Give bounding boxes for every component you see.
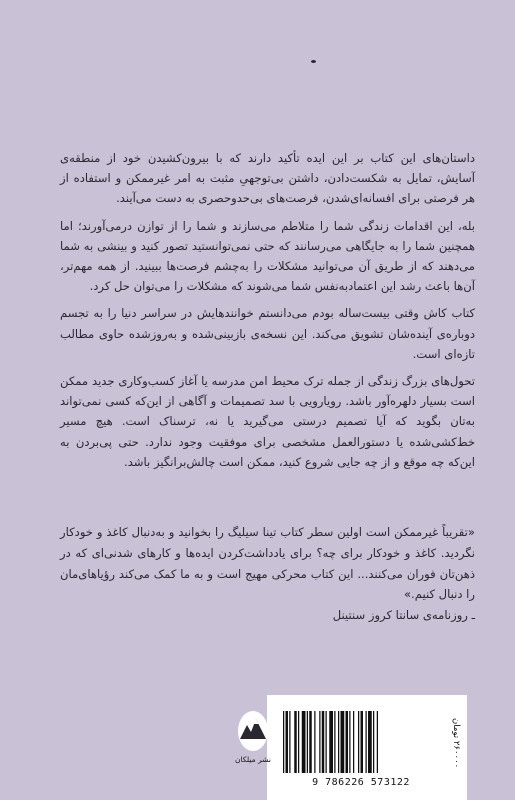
barcode-icon bbox=[281, 711, 441, 773]
publisher-name: نشر میلکان bbox=[235, 755, 271, 764]
quote-source: ـ روزنامه‌ی سانتا کروز سنتینل bbox=[332, 608, 475, 623]
barcode-digits: 9 786226 573122 bbox=[312, 777, 410, 788]
blurb-paragraph-3: کتاب کاش وقتی بیست‌ساله بودم می‌دانستم خوانندهایش در سراسر دنیا را به تجسم دوباره‌ی آینده‌شان تشویق می‌کند. این نسخه‌ی بازبینی‌شده و به‌روزشده حاوی مطالب تازه‌ای است. bbox=[60, 306, 475, 361]
ornament-dot bbox=[311, 60, 316, 63]
blurb-text bbox=[60, 148, 475, 479]
publisher-logo bbox=[233, 709, 273, 779]
mountain-logo-icon bbox=[236, 709, 270, 753]
barcode-panel bbox=[267, 695, 467, 800]
review-quote bbox=[60, 522, 475, 626]
price-label: ۲۶۰۰۰۰ تومان bbox=[451, 717, 461, 769]
blurb-paragraph-4: تحول‌های بزرگ زندگی از جمله ترک محیط امن مدرسه یا آغاز کسب‌وکاری جدید ممکن است بسیار دلهره‌آور باشد. رویارویی با سد تصمیمات و آگاهی از این‌که کسی نمی‌تواند به‌تان بگوید که آیا تصمیم درستی می‌گیرید یا نه، ترسناک است. هیچ مسیر خط‌کشی‌شده یا دستورالعمل مشخصی برای موفقیت وجود ندارد. حتی پی‌بردن به این‌که چه موقع و از چه جایی شروع کنید، ممکن است چالش‌برانگیز باشد. bbox=[60, 374, 475, 469]
blurb-paragraph-1: داستان‌های این کتاب بر این ایده تأکید دارند که با بیرون‌کشیدن خود از منطقه‌ی آسایش، تمایل به شکست‌دادن، داشتن بی‌توجهیِ مثبت به امر غیرممکن و استفاده از هر فرصتی برای افسانه‌ای‌شدن، فرصت‌های بی‌حدوحصری به دست می‌آیند. bbox=[60, 151, 475, 206]
quote-text: «تقریباً غیرممکن است اولین سطر کتاب تینا سیلیگ را بخوانید و به‌دنبال کاغذ و خودکار نگردید. کاغذ و خودکار برای چه؟ برای یادداشت‌کردن ایده‌ها و کارهای شدنی‌ای که در ذهن‌تان فوران می‌کنند... این کتاب محرکی مهیج است و به ما کمک می‌کند رؤیاهای‌مان را دنبال کنیم.» bbox=[60, 525, 475, 602]
blurb-paragraph-2: بله، این اقدامات زندگی شما را متلاطم می‌سازند و شما را از توازن درمی‌آورند؛ اما همچنین شما را به جایگاهی می‌رسانند که حتی نمی‌توانستید تصور کنید و بینشی به شما می‌دهند که از طریق آن می‌توانید مشکلات را به‌چشم فرصت‌ها ببینید. از همه مهم‌تر، آن‌ها باعث رشد این اعتمادبه‌نفس شما می‌شوند که مشکلات را می‌توان حل کرد. bbox=[60, 218, 475, 294]
